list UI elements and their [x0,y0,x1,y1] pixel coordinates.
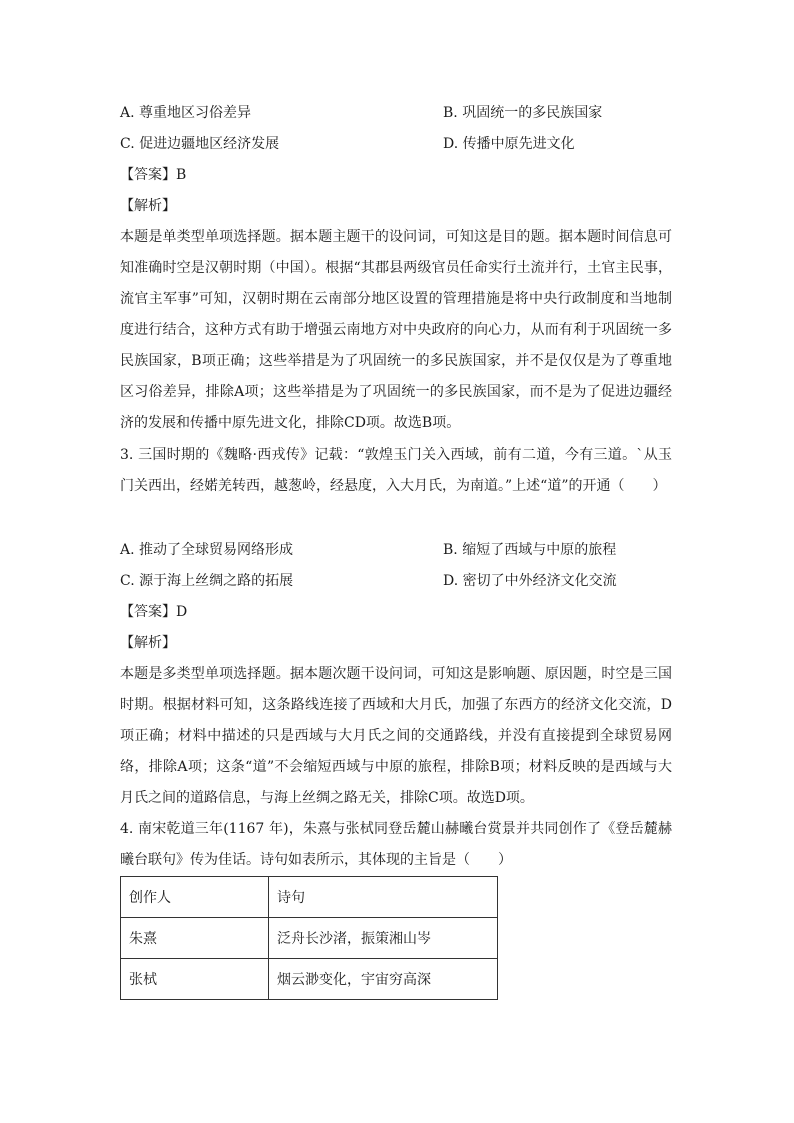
q2-option-d: D. 传播中原先进文化 [443,136,575,152]
q2-analysis-text: 本题是单类型单项选择题。据本题主题干的设问词，可知这是目的题。据本题时间信息可知准确时空是汉朝时期（中国）。根据“其郡县两级官员任命实行土流并行，土官主民事，流官主军事”可知，汉朝时期在云南部分地区设置的管理措施是将中央行政制度和当地制度进行结合，这种方式有助于增强云南地方对中央政府的向心力，从而有利于巩固统一多民族国家，B项正确；这些举措是为了巩固统一的多民族国家，并不是仅仅是为了尊重地区习俗差异，排除A项；这些举措是为了巩固统一的多民族国家，而不是为了促进边疆经济的发展和传播中原先进文化，排除CD项。故选B项。 [120,229,672,431]
q4-stem: 4. 南宋乾道三年(1167 年)，朱熹与张栻同登岳麓山赫曦台赏景并共同创作了《登岳麓赫曦台联句》传为佳话。诗句如表所示，其体现的主旨是（ ） [120,821,672,868]
q3-stem: 3. 三国时期的《魏略·西戎传》记载：“敦煌玉门关入西域，前有二道，今有三道。`从玉门关西出，经婼羌转西，越葱岭，经悬度，入大月氏，为南道。”上述“道”的开通（ ） [120,447,672,494]
q3-answer: 【答案】D [120,604,188,620]
q2-analysis-label: 【解析】 [120,198,176,214]
q2-option-b: B. 巩固统一的多民族国家 [443,105,603,121]
table-row [121,918,498,959]
table-header-row [121,877,498,918]
q3-option-c: C. 源于海上丝绸之路的拓展 [120,573,294,589]
table-cell-author: 张栻 [121,959,269,1000]
q2-answer: 【答案】B [120,167,187,183]
table-cell-author: 朱熹 [121,918,269,959]
q3-option-a: A. 推动了全球贸易网络形成 [120,542,294,558]
table-row [121,959,498,1000]
table-cell-verse: 泛舟长沙渚，振策湘山岑 [269,918,498,959]
q3-analysis-text: 本题是多类型单项选择题。据本题次题干设问词，可知这是影响题、原因题，时空是三国时期。根据材料可知，这条路线连接了西域和大月氏，加强了东西方的经济文化交流，D项正确；材料中描述的只是西域与大月氏之间的交通路线，并没有直接提到全球贸易网络，排除A项；这条“道”不会缩短西域与中原的旅程，排除B项；材料反映的是西域与大月氏之间的道路信息，与海上丝绸之路无关，排除C项。故选D项。 [120,666,672,806]
q4-poem-table [120,876,498,1000]
q3-analysis-label: 【解析】 [120,635,176,651]
table-header-verse: 诗句 [269,877,498,918]
q2-option-c: C. 促进边疆地区经济发展 [120,136,280,152]
q2-option-a: A. 尊重地区习俗差异 [120,105,252,121]
table-header-author: 创作人 [121,877,269,918]
q3-option-b: B. 缩短了西域与中原的旅程 [443,542,617,558]
table-cell-verse: 烟云渺变化，宇宙穷高深 [269,959,498,1000]
q3-option-d: D. 密切了中外经济文化交流 [443,573,617,589]
